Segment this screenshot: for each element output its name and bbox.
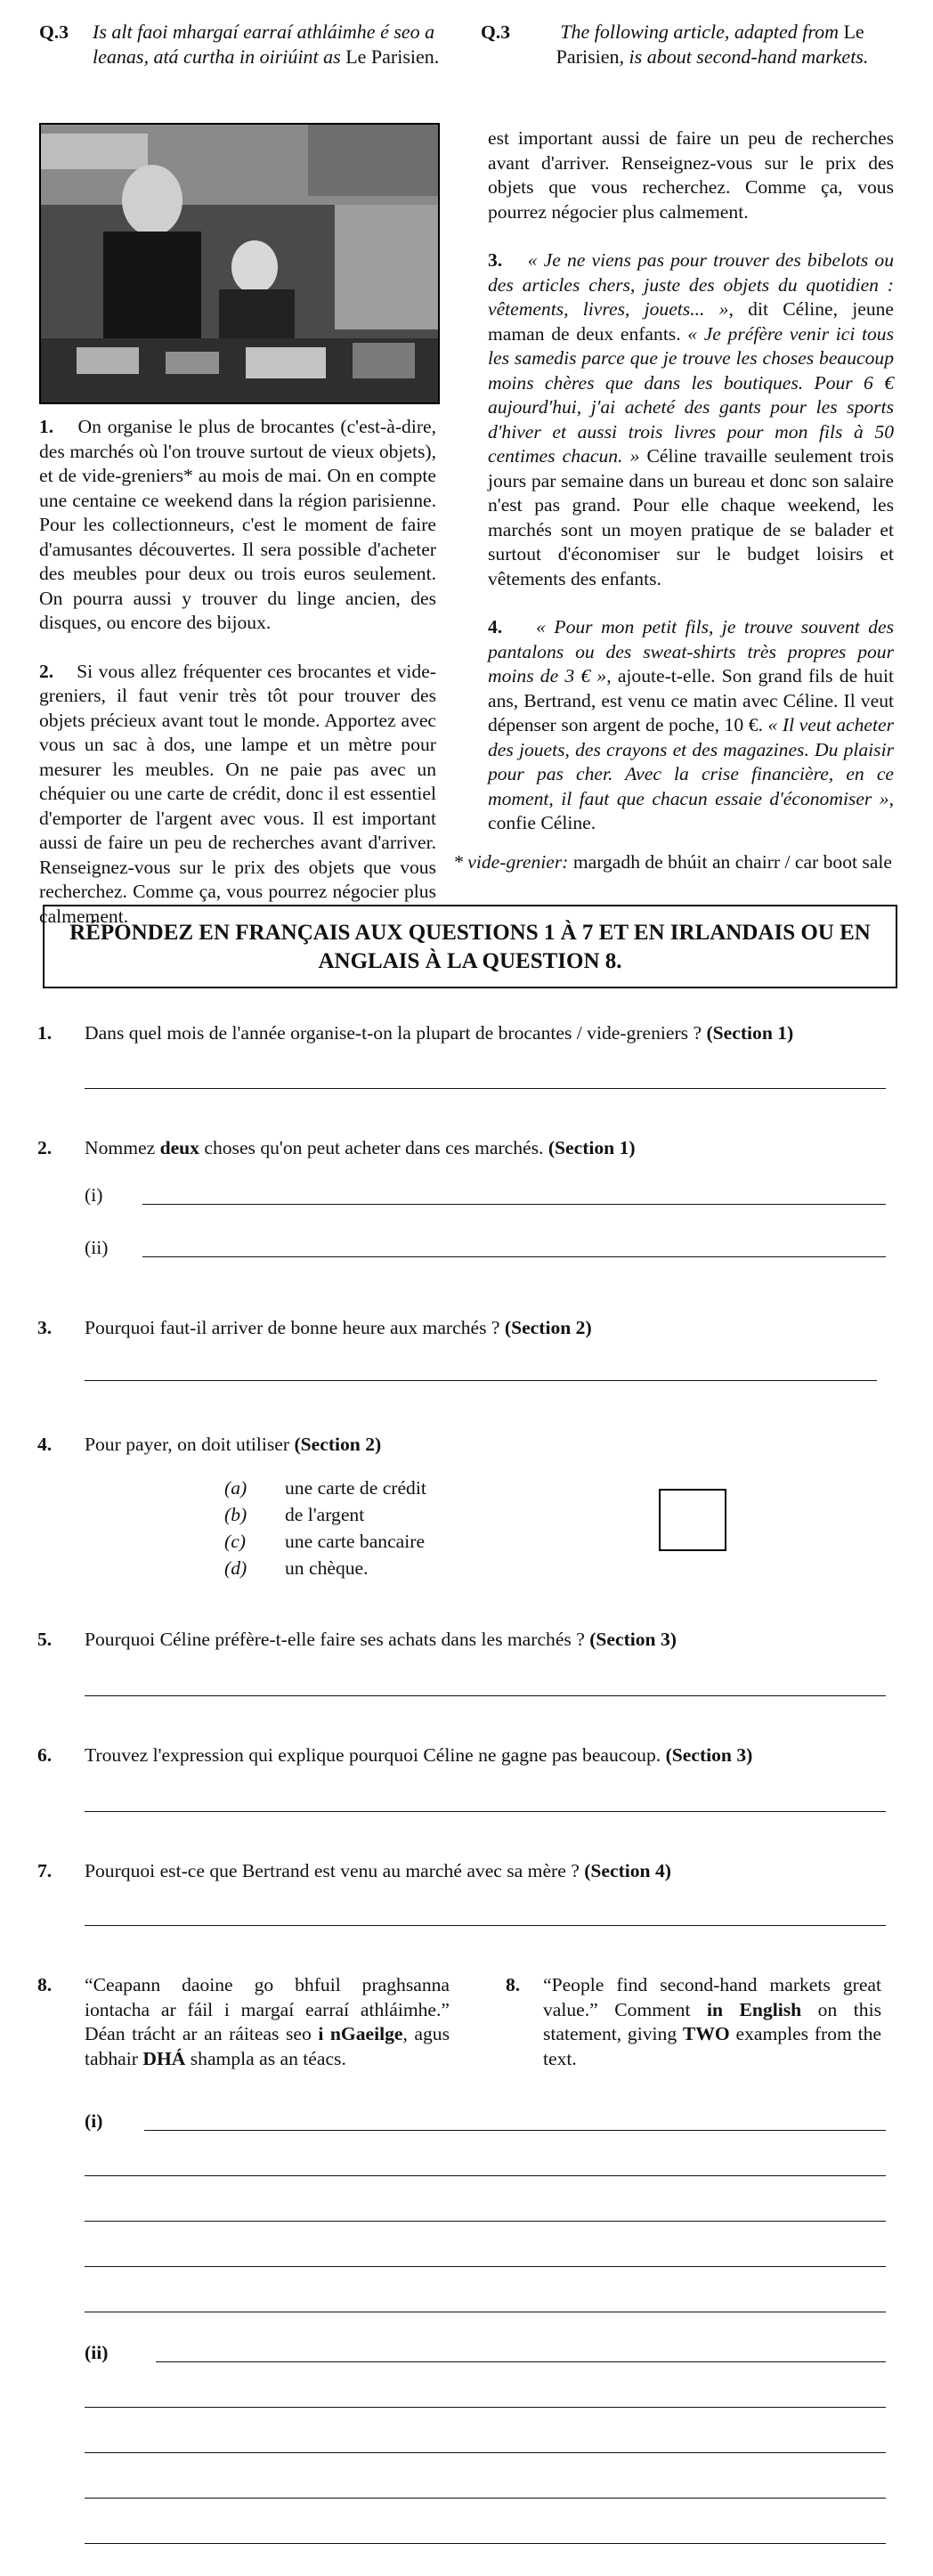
quote: « Pour mon petit fils, je trouve souvent des pantalons ou des sweat-shirts très propres pour moins de 3 € »: [488, 616, 895, 687]
glossary-term: * vide-grenier:: [453, 851, 569, 873]
source-name: Le Parisien.: [345, 45, 440, 68]
quote: « Il veut acheter des jouets, des crayons et des magazines. Du plaisir pour pas cher. Avec la crise financière, en ce moment, il faut que chacun essaie d'économiser »: [488, 714, 894, 809]
question-7-text: [85, 1860, 886, 1882]
question-6-text: [85, 1744, 886, 1767]
question-text: Pour payer, on doit utiliser: [85, 1434, 290, 1455]
article-left-column: [39, 415, 437, 927]
question-emphasis: DHÁ: [142, 2047, 186, 2069]
option-b[interactable]: [224, 1501, 426, 1528]
option-d[interactable]: [224, 1555, 426, 1581]
intro-irish: [39, 20, 458, 69]
section-text: Si vous allez fréquenter ces brocantes et vide-greniers, il faut venir très tôt pour trouver des objets précieux avant tout le monde. Apportez avec vous un sac à dos, une lampe et un mètre pour mesurer les meubles. On ne paie pas avec un chéquier ou une carte de crédit, donc il est essentiel d'emporter de l'argent avec vous. Il est important aussi de faire un peu de recherches avant d'arriver. Renseignez-vous sur le prix des objets que vous recherchez. Comme ça, vous pourrez négocier plus calmement.: [39, 660, 437, 927]
option-c[interactable]: [224, 1528, 426, 1555]
answer-box[interactable]: [659, 1489, 726, 1551]
answer-line-8i-1[interactable]: [144, 2130, 886, 2131]
answer-line-1[interactable]: [85, 1088, 886, 1089]
question-emphasis: deux: [159, 1137, 199, 1158]
question-text: “People find second-hand markets great value.” Comment: [543, 1974, 881, 2020]
article-right-column: [488, 126, 894, 836]
question-text: , agus tabhair: [85, 2023, 450, 2069]
answer-line-8ii-1[interactable]: [156, 2361, 886, 2362]
question-6: [37, 1744, 52, 1767]
question-4-text: [85, 1434, 886, 1456]
section-text: , confie Céline.: [488, 787, 894, 833]
question-number: 4.: [37, 1434, 53, 1455]
question-number: 8.: [506, 1974, 521, 1995]
market-photo-illustration: [41, 125, 438, 402]
answer-line-8ii-3[interactable]: [85, 2452, 886, 2453]
question-number: 7.: [37, 1860, 53, 1881]
option-text: un chèque.: [285, 1557, 369, 1579]
option-text: une carte de crédit: [285, 1477, 426, 1499]
quote: « Je ne viens pas pour trouver des bibelots ou des articles chers, juste des objets du quotidien : vêtements, livres, jouets... »: [488, 249, 894, 320]
intro-irish-text: Is alt faoi mhargaí earraí athláimhe é seo a leanas, atá curtha in oiriúint as: [93, 20, 435, 68]
question-text: Pourquoi faut-il arriver de bonne heure aux marchés ?: [85, 1317, 500, 1338]
section-ref: (Section 3): [665, 1744, 753, 1766]
question-2-text: [85, 1137, 886, 1159]
question-number: 2.: [37, 1137, 53, 1158]
answer-line-8i-3[interactable]: [85, 2221, 886, 2222]
section-text: , dit Céline, jeune maman de deux enfants.: [488, 298, 895, 345]
section-text: Céline travaille seulement trois jours par semaine dans un bureau et donc son salaire n'est pas grand. Pour elle chaque weekend, les marchés sont un moyen pratique de se balader et surtout d'économiser sur le budget loisirs et vêtements des enfants.: [488, 445, 894, 589]
question-5: [37, 1629, 52, 1651]
option-letter: (c): [224, 1531, 246, 1552]
question-text: choses qu'on peut acheter dans ces marchés.: [204, 1137, 544, 1158]
answer-line-2i[interactable]: [142, 1204, 886, 1205]
section-ref: (Section 4): [584, 1860, 671, 1881]
section-text: , ajoute-t-elle. Son grand fils de huit ans, Bertrand, est venu ce matin avec Céline. Il veut dépenser son argent de poche, 10 €.: [488, 665, 894, 735]
article-section-2-continued: est important aussi de faire un peu de recherches avant d'arriver. Renseignez-vous sur le prix des objets que vous recherchez. Comme ça, vous pourrez négocier plus calmement.: [488, 127, 894, 223]
section-number: 4.: [488, 616, 503, 638]
question-8-irish: [85, 1973, 450, 2071]
intro-english-text: The following article, adapted from: [560, 20, 839, 43]
question-text: Trouvez l'expression qui explique pourquoi Céline ne gagne pas beaucoup.: [85, 1744, 661, 1766]
question-emphasis: in English: [706, 1998, 802, 2020]
answer-line-2ii[interactable]: [142, 1256, 886, 1257]
section-ref: (Section 2): [294, 1434, 382, 1455]
question-text: shampla as an téacs.: [190, 2047, 346, 2069]
section-ref: (Section 2): [504, 1317, 592, 1338]
source-name: Le Parisien: [556, 20, 864, 68]
question-emphasis: TWO: [682, 2023, 730, 2044]
glossary-meaning: margadh de bhúit an chairr / car boot sale: [572, 851, 892, 873]
option-letter: (d): [224, 1557, 247, 1579]
question-7: [37, 1860, 52, 1882]
answer-label-ii: (ii): [85, 1237, 109, 1258]
question-number: 8.: [37, 1974, 53, 1995]
answer-line-5[interactable]: [85, 1695, 886, 1696]
question-number: 1.: [37, 1022, 53, 1044]
section-ref: (Section 1): [706, 1022, 794, 1044]
question-5-text: [85, 1629, 886, 1651]
answer-line-3[interactable]: [85, 1380, 877, 1381]
question-text: on this statement, giving: [543, 1998, 881, 2044]
section-text: On organise le plus de brocantes (c'est-à-dire, des marchés où l'on trouve surtout de vieux objets), et de vide-greniers* au mois de mai. On en compte une centaine ce weekend dans la région parisienne. Pour les collectionneurs, c'est le moment de faire d'amusantes découvertes. Il sera possible d'acheter des meubles pour deux ou trois euros seulement. On pourra aussi y trouver du linge ancien, des disques, ou encore des bijoux.: [39, 416, 436, 633]
article-section-1: [39, 415, 436, 636]
answer-line-7[interactable]: [85, 1925, 886, 1926]
intro-english: [481, 20, 899, 69]
question-8-english: [543, 1973, 881, 2071]
article-photo: [39, 123, 440, 404]
question-1-text: [85, 1022, 886, 1044]
question-3: [37, 1317, 52, 1339]
question-emphasis: i nGaeilge: [318, 2023, 403, 2044]
glossary-note: [453, 851, 892, 874]
question-8-irish-number: [37, 1973, 52, 1998]
article-section-3: [488, 248, 894, 591]
answer-line-8i-4[interactable]: [85, 2266, 886, 2267]
article-section-4: [488, 615, 894, 836]
question-text: Pourquoi Céline préfère-t-elle faire ses achats dans les marchés ?: [85, 1629, 585, 1650]
question-2: [37, 1137, 52, 1159]
section-number: 1.: [39, 416, 54, 437]
answer-line-8ii-5[interactable]: [85, 2543, 886, 2544]
answer-line-8i-2[interactable]: [85, 2175, 886, 2176]
intro-english-text-end: , is about second-hand markets.: [619, 45, 869, 68]
answer-label-8ii: (ii): [85, 2342, 109, 2363]
question-number: Q.3: [481, 21, 510, 43]
question-8-english-number: [506, 1973, 520, 1998]
question-number: Q.3: [39, 21, 69, 43]
quote: « Je préfère venir ici tous les samedis parce que je trouve les choses beaucoup moins chères que dans les boutiques. Pour 6 € aujourd'hui, j'ai acheté des gants pour les sports d'hiver et aussi trois livres pour mon fils à 50 centimes chacun. »: [488, 322, 894, 467]
question-text: Nommez: [85, 1137, 156, 1158]
section-number: 3.: [488, 249, 503, 271]
question-1: [37, 1022, 52, 1044]
question-number: 6.: [37, 1744, 53, 1766]
question-4: [37, 1434, 52, 1456]
question-text: “Ceapann daoine go bhfuil praghsanna iontacha ar fáil i margaí earraí athláimhe.” Déan trácht ar an ráiteas seo: [85, 1974, 450, 2044]
option-text: une carte bancaire: [285, 1531, 426, 1552]
question-3-text: [85, 1317, 886, 1339]
option-a[interactable]: [224, 1475, 426, 1501]
question-number: 5.: [37, 1629, 53, 1650]
option-text: de l'argent: [285, 1504, 365, 1525]
answer-label-8i: (i): [85, 2110, 103, 2132]
q4-options: [224, 1475, 426, 1581]
answer-line-8ii-4[interactable]: [85, 2498, 886, 2499]
answer-label-i: (i): [85, 1184, 103, 1206]
section-number: 2.: [39, 660, 54, 682]
option-letter: (a): [224, 1477, 247, 1499]
answer-line-8ii-2[interactable]: [85, 2407, 886, 2408]
question-number: 3.: [37, 1317, 53, 1338]
instructions-text: RÉPONDEZ EN FRANÇAIS AUX QUESTIONS 1 À 7 ET EN IRLANDAIS OU EN ANGLAIS À LA QUESTION 8.: [69, 921, 871, 973]
answer-line-6[interactable]: [85, 1811, 886, 1812]
article-section-2: [39, 660, 437, 927]
instructions-box: [43, 905, 897, 988]
question-text: Pourquoi est-ce que Bertrand est venu au marché avec sa mère ?: [85, 1860, 580, 1881]
question-text: Dans quel mois de l'année organise-t-on la plupart de brocantes / vide-greniers ?: [85, 1022, 702, 1044]
section-ref: (Section 3): [589, 1629, 677, 1650]
option-letter: (b): [224, 1504, 247, 1525]
section-ref: (Section 1): [548, 1137, 636, 1158]
question-text: examples from the text.: [543, 2023, 881, 2069]
